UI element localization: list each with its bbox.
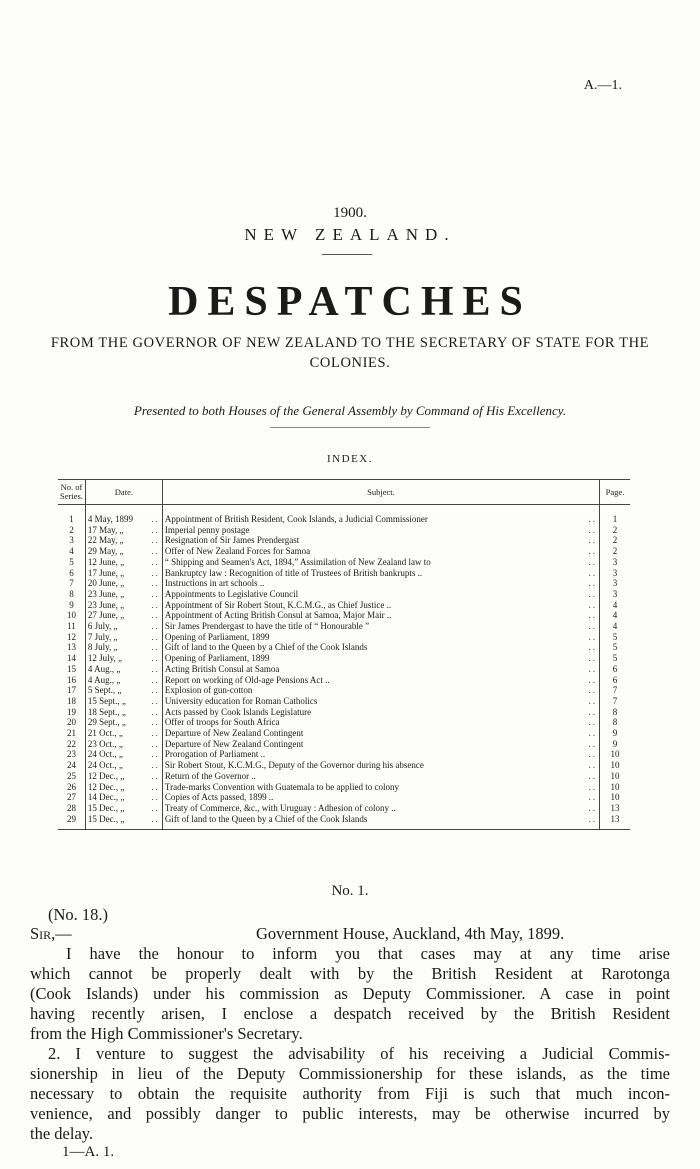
- leader-dots: ..: [151, 588, 160, 599]
- index-body: [58, 505, 630, 830]
- leader-dots: ..: [151, 535, 160, 546]
- row-page: 8: [612, 717, 618, 728]
- row-page: 13: [610, 802, 620, 813]
- row-date: [85, 792, 162, 803]
- row-subject: [162, 685, 599, 696]
- row-subject-text: “ Shipping and Seamen's Act, 1894,” Assimilation of New Zealand law to: [164, 556, 431, 567]
- leader-dots: ..: [588, 760, 597, 771]
- table-row: [58, 675, 630, 686]
- row-number: 18: [58, 696, 85, 707]
- leader-dots: ..: [151, 760, 160, 771]
- row-date-text: 7 July, „: [87, 631, 118, 642]
- row-date: [85, 525, 162, 536]
- row-number: 28: [58, 803, 85, 814]
- leader-dots: ..: [151, 610, 160, 621]
- row-subject: [162, 589, 599, 600]
- row-number: 6: [58, 568, 85, 579]
- leader-dots: ..: [151, 792, 160, 803]
- table-row: [58, 525, 630, 536]
- row-subject: [162, 782, 599, 793]
- row-number: 13: [58, 642, 85, 653]
- body-line: sionership in lieu of the Deputy Commissionership for these islands, as the time: [30, 1064, 670, 1083]
- body-line: venience, and possibly danger to public interests, may be otherwise incurred by: [30, 1104, 670, 1123]
- table-row: [58, 621, 630, 632]
- row-number: 4: [58, 546, 85, 557]
- row-subject-text: Acts passed by Cook Islands Legislature: [164, 706, 312, 717]
- row-number: 17: [58, 685, 85, 696]
- leader-dots: ..: [151, 749, 160, 760]
- row-date: [85, 728, 162, 739]
- row-subject: [162, 600, 599, 611]
- col-header-date: Date.: [85, 480, 162, 505]
- leader-dots: ..: [588, 749, 597, 760]
- row-date: [85, 505, 162, 525]
- row-date: [85, 685, 162, 696]
- row-date: [85, 589, 162, 600]
- row-page: 5: [612, 642, 618, 653]
- row-subject-text: Departure of New Zealand Contingent: [164, 728, 304, 739]
- row-date-text: 24 Oct., „: [87, 760, 123, 771]
- row-subject: [162, 728, 599, 739]
- row-page: 2: [612, 535, 618, 546]
- row-number: 12: [58, 632, 85, 643]
- row-page: 8: [612, 706, 618, 717]
- row-page: 6: [612, 663, 618, 674]
- row-date-text: 14 Dec., „: [87, 792, 125, 803]
- row-date-text: 6 July, „: [87, 621, 118, 632]
- row-number: 15: [58, 664, 85, 675]
- row-subject-text: Offer of troops for South Africa: [164, 717, 280, 728]
- row-page: 10: [610, 760, 620, 771]
- table-row: [58, 717, 630, 728]
- row-subject: [162, 642, 599, 653]
- row-subject-text: Explosion of gun-cotton: [164, 685, 253, 696]
- leader-dots: ..: [588, 738, 597, 749]
- leader-dots: ..: [588, 717, 597, 728]
- row-date-text: 18 Sept., „: [87, 706, 126, 717]
- row-subject: [162, 696, 599, 707]
- row-subject: [162, 749, 599, 760]
- row-number: 25: [58, 771, 85, 782]
- leader-dots: ..: [151, 695, 160, 706]
- row-page: 2: [612, 524, 618, 535]
- row-date: [85, 632, 162, 643]
- row-date-text: 22 May, „: [87, 535, 124, 546]
- leader-dots: ..: [151, 674, 160, 685]
- row-date: [85, 739, 162, 750]
- row-date-text: 24 Oct., „: [87, 749, 123, 760]
- leader-dots: ..: [588, 706, 597, 717]
- row-date: [85, 621, 162, 632]
- row-number: 14: [58, 653, 85, 664]
- row-date: [85, 535, 162, 546]
- row-page: 9: [612, 728, 618, 739]
- row-page: 4: [612, 621, 618, 632]
- leader-dots: ..: [588, 653, 597, 664]
- row-subject: [162, 739, 599, 750]
- row-date: [85, 600, 162, 611]
- leader-dots: ..: [151, 567, 160, 578]
- row-number: 16: [58, 675, 85, 686]
- row-number: 27: [58, 792, 85, 803]
- row-subject: [162, 557, 599, 568]
- row-page: 4: [612, 599, 618, 610]
- table-row: [58, 589, 630, 600]
- leader-dots: ..: [588, 599, 597, 610]
- row-subject: [162, 675, 599, 686]
- row-date-text: 5 Sept., „: [87, 685, 122, 696]
- leader-dots: ..: [151, 717, 160, 728]
- row-page: 2: [612, 546, 618, 557]
- row-date-text: 4 Aug., „: [87, 663, 121, 674]
- leader-dots: ..: [151, 802, 160, 813]
- leader-dots: ..: [588, 802, 597, 813]
- row-subject-text: Appointment of Acting British Consul at Samoa, Major Mair ..: [164, 610, 392, 621]
- row-subject: [162, 707, 599, 718]
- leader-dots: ..: [151, 514, 160, 524]
- row-date-text: 17 May, „: [87, 524, 124, 535]
- body-line: necessary to obtain the requisite authority from Fiji is such that much incon-: [30, 1084, 670, 1103]
- row-date-text: 20 June, „: [87, 578, 125, 589]
- row-date: [85, 717, 162, 728]
- row-number: 23: [58, 749, 85, 760]
- row-date-text: 8 July, „: [87, 642, 118, 653]
- row-subject: [162, 717, 599, 728]
- leader-dots: ..: [588, 770, 597, 781]
- row-subject: [162, 568, 599, 579]
- row-date: [85, 546, 162, 557]
- row-subject-text: Appointment of Sir Robert Stout, K.C.M.G., as Chief Justice ..: [164, 599, 392, 610]
- row-page: 3: [612, 588, 618, 599]
- leader-dots: ..: [588, 546, 597, 557]
- table-row: [58, 696, 630, 707]
- table-row: [58, 600, 630, 611]
- leader-dots: ..: [151, 546, 160, 557]
- row-subject: [162, 525, 599, 536]
- salutation: Sir,—: [30, 924, 72, 943]
- row-number: 21: [58, 728, 85, 739]
- page-footer: 1—A. 1.: [62, 1144, 115, 1160]
- leader-dots: ..: [588, 631, 597, 642]
- row-subject-text: Return of the Governor ..: [164, 770, 256, 781]
- row-subject: [162, 664, 599, 675]
- row-page: 3: [612, 567, 618, 578]
- row-number: 7: [58, 578, 85, 589]
- leader-dots: ..: [588, 610, 597, 621]
- row-subject-text: Sir Robert Stout, K.C.M.G., Deputy of the Governor during his absence: [164, 760, 424, 771]
- leader-dots: ..: [151, 524, 160, 535]
- row-date: [85, 675, 162, 686]
- year: 1900.: [333, 205, 367, 221]
- leader-dots: ..: [588, 578, 597, 589]
- row-subject-text: Treaty of Commerce, &c., with Uruguay : Adhesion of colony ..: [164, 802, 396, 813]
- leader-dots: ..: [588, 781, 597, 792]
- row-number: 8: [58, 589, 85, 600]
- body-line: (Cook Islands) under his commission as Deputy Commissioner. A case in point: [30, 984, 670, 1003]
- table-row: [58, 803, 630, 814]
- row-subject: [162, 621, 599, 632]
- row-subject-text: Sir James Prendergast to have the title of “ Honourable ”: [164, 621, 370, 632]
- row-subject-text: Offer of New Zealand Forces for Samoa: [164, 546, 311, 557]
- row-date-text: 12 June, „: [87, 556, 125, 567]
- row-date: [85, 782, 162, 793]
- row-subject-text: University education for Roman Catholics: [164, 695, 318, 706]
- leader-dots: ..: [588, 567, 597, 578]
- leader-dots: ..: [151, 578, 160, 589]
- row-date: [85, 707, 162, 718]
- col-header-no: No. of Series.: [58, 480, 85, 505]
- row-number: 5: [58, 557, 85, 568]
- row-date: [85, 568, 162, 579]
- row-date: [85, 653, 162, 664]
- series-reference: (No. 18.): [48, 905, 109, 924]
- body-line: 2. I venture to suggest the advisability of his receiving a Judicial Commis-: [48, 1044, 670, 1063]
- row-number: 19: [58, 707, 85, 718]
- table-row: [58, 557, 630, 568]
- leader-dots: ..: [151, 663, 160, 674]
- row-subject-text: Prorogation of Parliament ..: [164, 749, 266, 760]
- row-page: 13: [610, 813, 620, 824]
- table-row: [58, 568, 630, 579]
- row-subject-text: Acting British Consul at Samoa: [164, 663, 280, 674]
- document-reference: A.—1.: [583, 78, 622, 93]
- leader-dots: ..: [588, 728, 597, 739]
- row-date: [85, 749, 162, 760]
- row-subject-text: Opening of Parliament, 1899: [164, 653, 270, 664]
- row-date-text: 29 May, „: [87, 546, 124, 557]
- leader-dots: ..: [588, 621, 597, 632]
- row-page: 10: [610, 770, 620, 781]
- row-page: 4: [612, 610, 618, 621]
- index-table: [58, 479, 630, 830]
- row-date: [85, 642, 162, 653]
- row-date: [85, 814, 162, 830]
- table-row: [58, 505, 630, 525]
- row-date: [85, 610, 162, 621]
- table-row: [58, 792, 630, 803]
- row-subject: [162, 771, 599, 782]
- row-subject-text: Instructions in art schools ..: [164, 578, 265, 589]
- body-line: from the High Commissioner's Secretary.: [30, 1024, 303, 1043]
- leader-dots: ..: [151, 781, 160, 792]
- leader-dots: ..: [588, 556, 597, 567]
- row-number: 9: [58, 600, 85, 611]
- row-date-text: 23 Oct., „: [87, 738, 123, 749]
- leader-dots: ..: [151, 738, 160, 749]
- leader-dots: ..: [588, 674, 597, 685]
- presented-note: Presented to both Houses of the General Assembly by Command of His Excellency.: [133, 403, 567, 418]
- row-page: 10: [610, 781, 620, 792]
- row-date-text: 4 Aug., „: [87, 674, 121, 685]
- row-page: 9: [612, 738, 618, 749]
- row-subject: [162, 803, 599, 814]
- leader-dots: ..: [588, 695, 597, 706]
- leader-dots: ..: [151, 599, 160, 610]
- table-row: [58, 642, 630, 653]
- row-date-text: 12 Dec., „: [87, 781, 125, 792]
- row-date-text: 21 Oct., „: [87, 728, 123, 739]
- document-subtitle: [28, 333, 672, 373]
- leader-dots: ..: [151, 653, 160, 664]
- row-page: 5: [612, 631, 618, 642]
- table-row: [58, 610, 630, 621]
- leader-dots: ..: [151, 642, 160, 653]
- leader-dots: ..: [588, 813, 597, 824]
- table-row: [58, 814, 630, 830]
- row-number: 20: [58, 717, 85, 728]
- table-row: [58, 546, 630, 557]
- row-subject-text: Copies of Acts passed, 1899 ..: [164, 792, 274, 803]
- row-date-text: 15 Dec., „: [87, 813, 125, 824]
- address-line: Government House, Auckland, 4th May, 1899.: [256, 924, 565, 943]
- leader-dots: ..: [588, 663, 597, 674]
- leader-dots: ..: [588, 514, 597, 524]
- row-subject-text: Departure of New Zealand Contingent: [164, 738, 304, 749]
- row-page: 5: [612, 653, 618, 664]
- leader-dots: ..: [151, 728, 160, 739]
- row-subject: [162, 505, 599, 525]
- despatch-heading: No. 1.: [331, 883, 369, 899]
- leader-dots: ..: [588, 792, 597, 803]
- row-number: 2: [58, 525, 85, 536]
- body-line: I have the honour to inform you that cases may at any time arise: [66, 944, 670, 963]
- row-page: 10: [610, 749, 620, 760]
- leader-dots: ..: [588, 535, 597, 546]
- row-number: 10: [58, 610, 85, 621]
- row-date-text: 12 Dec., „: [87, 770, 125, 781]
- row-date: [85, 664, 162, 675]
- col-header-page: Page.: [600, 480, 631, 505]
- col-header-subject: Subject.: [162, 480, 599, 505]
- table-row: [58, 535, 630, 546]
- row-number: 1: [58, 505, 85, 525]
- table-row: [58, 782, 630, 793]
- row-page: 7: [612, 685, 618, 696]
- row-subject: [162, 814, 599, 830]
- subtitle-line: FROM THE GOVERNOR OF NEW ZEALAND TO THE SECRETARY OF STATE FOR THE: [50, 335, 650, 351]
- row-subject: [162, 760, 599, 771]
- table-row: [58, 653, 630, 664]
- leader-dots: ..: [588, 524, 597, 535]
- table-row: [58, 771, 630, 782]
- table-row: [58, 707, 630, 718]
- row-subject-text: Imperial penny postage: [164, 524, 250, 535]
- row-subject-text: Trade-marks Convention with Guatemala to be applied to colony: [164, 781, 400, 792]
- table-row: [58, 749, 630, 760]
- body-line: having recently arisen, I enclose a despatch received by the British Resident: [30, 1004, 670, 1023]
- row-subject-text: Opening of Parliament, 1899: [164, 631, 270, 642]
- row-date-text: 4 May, 1899: [87, 514, 134, 524]
- divider: [322, 254, 372, 255]
- row-number: 29: [58, 814, 85, 830]
- subtitle-line: COLONIES.: [309, 355, 391, 371]
- row-subject: [162, 792, 599, 803]
- row-date: [85, 578, 162, 589]
- divider: [270, 427, 430, 428]
- row-date: [85, 696, 162, 707]
- row-number: 3: [58, 535, 85, 546]
- table-row: [58, 760, 630, 771]
- row-number: 26: [58, 782, 85, 793]
- row-date-text: 12 July, „: [87, 653, 123, 664]
- row-subject: [162, 535, 599, 546]
- row-subject-text: Report on working of Old-age Pensions Act ..: [164, 674, 330, 685]
- row-date: [85, 771, 162, 782]
- leader-dots: ..: [151, 685, 160, 696]
- row-date: [85, 760, 162, 771]
- leader-dots: ..: [151, 706, 160, 717]
- leader-dots: ..: [151, 621, 160, 632]
- row-date-text: 29 Sept., „: [87, 717, 126, 728]
- body-line: the delay.: [30, 1124, 94, 1143]
- table-row: [58, 685, 630, 696]
- table-row: [58, 578, 630, 589]
- row-subject-text: Gift of land to the Queen by a Chief of the Cook Islands: [164, 642, 368, 653]
- row-subject: [162, 610, 599, 621]
- row-date: [85, 803, 162, 814]
- body-line: which cannot be properly dealt with by the British Resident at Rarotonga: [30, 964, 670, 983]
- leader-dots: ..: [588, 685, 597, 696]
- table-row: [58, 632, 630, 643]
- row-number: 11: [58, 621, 85, 632]
- document-title: DESPATCHES: [168, 279, 532, 325]
- row-page: 3: [612, 556, 618, 567]
- row-date-text: 17 June, „: [87, 567, 125, 578]
- row-page: 3: [612, 578, 618, 589]
- leader-dots: ..: [151, 813, 160, 824]
- row-date-text: 27 June, „: [87, 610, 125, 621]
- row-subject-text: Gift of land to the Queen by a Chief of the Cook Islands: [164, 813, 368, 824]
- country-heading: NEW ZEALAND.: [244, 225, 456, 244]
- table-row: [58, 664, 630, 675]
- row-date: [85, 557, 162, 568]
- row-page: 10: [610, 792, 620, 803]
- row-subject: [162, 546, 599, 557]
- index-header-row: [58, 480, 630, 505]
- row-date-text: 23 June, „: [87, 588, 125, 599]
- row-subject-text: Bankruptcy law : Recognition of title of Trustees of British bankrupts ..: [164, 567, 423, 578]
- row-subject: [162, 653, 599, 664]
- row-page: 1: [612, 514, 618, 524]
- leader-dots: ..: [151, 556, 160, 567]
- leader-dots: ..: [151, 631, 160, 642]
- leader-dots: ..: [588, 642, 597, 653]
- row-subject-text: Appointment of British Resident, Cook Islands, a Judicial Commissioner: [164, 514, 428, 524]
- row-subject-text: Resignation of Sir James Prendergast: [164, 535, 300, 546]
- row-number: 24: [58, 760, 85, 771]
- index-heading: INDEX.: [327, 453, 373, 465]
- row-subject: [162, 632, 599, 643]
- leader-dots: ..: [588, 588, 597, 599]
- table-row: [58, 728, 630, 739]
- row-subject-text: Appointments to Legislative Council: [164, 588, 299, 599]
- row-date-text: 15 Dec., „: [87, 802, 125, 813]
- leader-dots: ..: [151, 770, 160, 781]
- row-page: 7: [612, 695, 618, 706]
- table-row: [58, 739, 630, 750]
- row-date-text: 23 June, „: [87, 599, 125, 610]
- row-number: 22: [58, 739, 85, 750]
- row-page: 6: [612, 674, 618, 685]
- row-subject: [162, 578, 599, 589]
- row-date-text: 15 Sept., „: [87, 695, 126, 706]
